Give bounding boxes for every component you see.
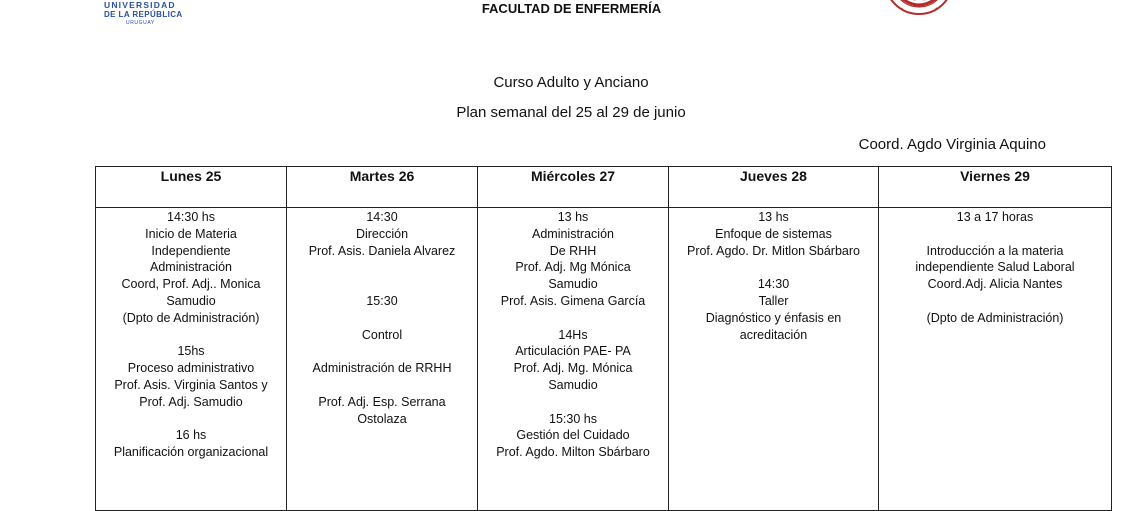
schedule-line: 15:30 hs <box>549 411 597 426</box>
schedule-line: Prof. Agdo. Milton Sbárbaro <box>496 445 650 460</box>
schedule-line: Prof. Adj. Samudio <box>139 394 243 409</box>
schedule-line: 15:30 <box>366 293 398 308</box>
schedule-line <box>880 293 1110 310</box>
schedule-line: acreditación <box>739 327 808 342</box>
schedule-line <box>288 259 476 276</box>
schedule-line: Administración <box>150 260 232 275</box>
day-cell-monday <box>96 208 287 511</box>
day-header-thursday: Jueves 28 <box>669 167 879 208</box>
schedule-line <box>479 394 667 411</box>
schedule-line: Administración de RRHH <box>312 361 452 376</box>
schedule-line: 14:30 hs <box>167 210 215 224</box>
schedule-line <box>288 310 476 327</box>
schedule-line: Dirección <box>355 226 409 241</box>
schedule-line: 13 hs <box>758 210 789 224</box>
schedule-line <box>670 259 877 276</box>
schedule-line: Coord, Prof. Adj.. Monica <box>121 277 261 292</box>
schedule-header-row <box>96 167 1112 208</box>
schedule-line <box>880 226 1110 243</box>
logo-line-1: UNIVERSIDAD <box>104 0 176 10</box>
day-header-friday: Viernes 29 <box>879 167 1112 208</box>
schedule-line: 16 hs <box>175 428 207 443</box>
schedule-line: 15hs <box>177 344 205 359</box>
schedule-line: Prof. Agdo. Dr. Mitlon Sbárbaro <box>686 243 860 258</box>
schedule-line: Ostolaza <box>357 411 407 426</box>
day-header-tuesday: Martes 26 <box>287 167 478 208</box>
course-title: Curso Adulto y Anciano <box>493 74 649 91</box>
schedule-line: 13 a 17 horas <box>956 210 1034 224</box>
schedule-line: 13 hs <box>557 210 589 224</box>
schedule-line: Prof. Asis. Daniela Alvarez <box>308 243 456 258</box>
schedule-line: Samudio <box>548 277 598 292</box>
schedule-line: Prof. Asis. Virginia Santos y <box>114 377 268 392</box>
schedule-line: De RHH <box>549 243 597 258</box>
schedule-line: 14:30 <box>366 210 398 224</box>
schedule-line <box>97 411 285 428</box>
schedule-table <box>95 166 1112 511</box>
schedule-line: Prof. Adj. Mg. Mónica <box>513 361 633 376</box>
schedule-line: independiente Salud Laboral <box>915 260 1075 275</box>
schedule-line: (Dpto de Administración) <box>122 310 260 325</box>
day-header-monday: Lunes 25 <box>96 167 287 208</box>
schedule-line: Samudio <box>548 377 598 392</box>
schedule-line <box>97 327 285 344</box>
day-header-wednesday: Miércoles 27 <box>478 167 669 208</box>
schedule-line: Coord.Adj. Alicia Nantes <box>927 277 1063 292</box>
schedule-line <box>288 343 476 360</box>
logo-line-2: DE LA REPÚBLICA <box>104 10 183 19</box>
schedule-line: Introducción a la materia <box>926 243 1064 258</box>
schedule-line: Independiente <box>151 243 231 258</box>
schedule-line <box>288 377 476 394</box>
schedule-line <box>288 276 476 293</box>
day-cell-thursday <box>669 208 879 511</box>
faculty-seal-icon <box>883 0 955 16</box>
schedule-line: Articulación PAE- PA <box>515 344 631 359</box>
schedule-line: 14Hs <box>558 327 588 342</box>
schedule-line: (Dpto de Administración) <box>926 310 1064 325</box>
schedule-line: Prof. Asis. Gimena García <box>500 293 646 308</box>
schedule-line: Gestión del Cuidado <box>516 428 630 443</box>
schedule-line: Samudio <box>166 293 216 308</box>
schedule-line: 14:30 <box>757 277 790 292</box>
schedule-line: Proceso administrativo <box>127 361 255 376</box>
schedule-line: Prof. Adj. Mg Mónica <box>515 260 631 275</box>
schedule-line <box>479 310 667 327</box>
faculty-name: FACULTAD DE ENFERMERÍA <box>481 1 662 16</box>
day-cell-tuesday <box>287 208 478 511</box>
schedule-line: Administración <box>532 226 614 241</box>
weekly-plan-title: Plan semanal del 25 al 29 de junio <box>456 104 686 121</box>
schedule-body-row <box>96 208 1112 511</box>
day-cell-friday <box>879 208 1112 511</box>
schedule-line: Enfoque de sistemas <box>715 226 832 241</box>
coordinator: Coord. Agdo Virginia Aquino <box>858 136 1046 153</box>
logo-line-3: URUGUAY <box>126 20 155 26</box>
schedule-line: Planificación organizacional <box>113 445 269 460</box>
schedule-line: Control <box>361 327 403 342</box>
schedule-line: Diagnóstico y énfasis en <box>705 310 842 325</box>
schedule-line: Inicio de Materia <box>145 226 237 241</box>
schedule-line: Taller <box>758 293 789 308</box>
day-cell-wednesday <box>478 208 669 511</box>
schedule-line: Prof. Adj. Esp. Serrana <box>318 394 446 409</box>
